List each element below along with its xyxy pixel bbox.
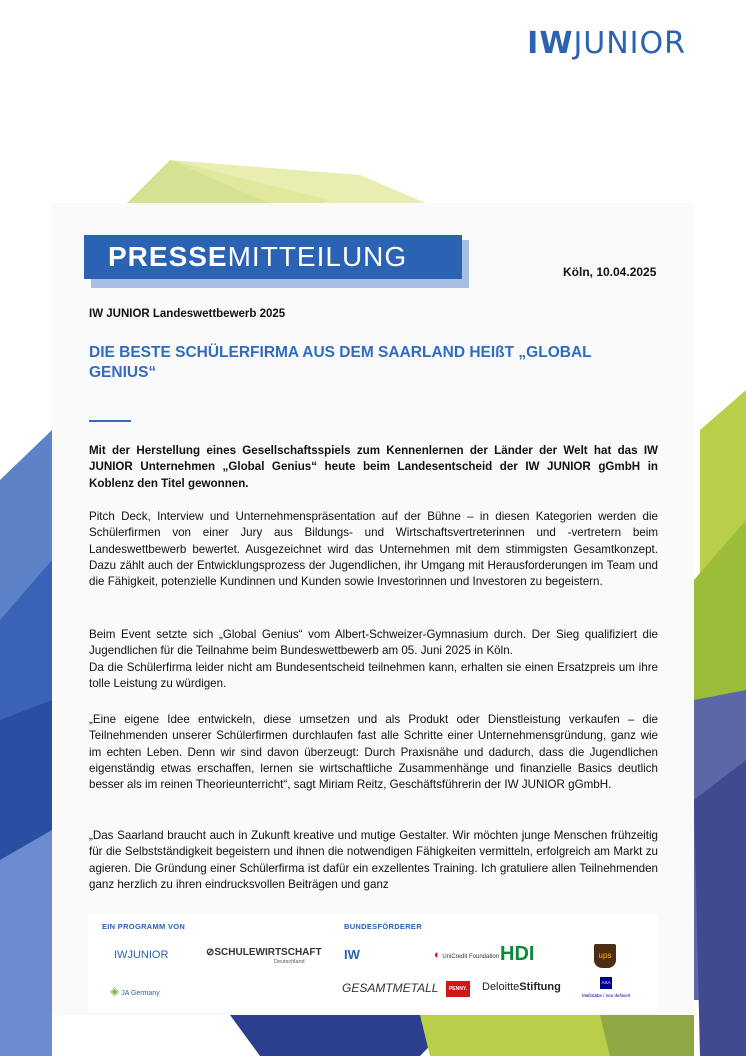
unicredit-foundation-logo: ◐ UniCredit Foundation	[434, 949, 500, 961]
deloitte-stiftung-logo: DeloitteStiftung	[482, 981, 561, 993]
sponsor-footer	[88, 914, 658, 1012]
penny-logo: PENNY.	[446, 981, 470, 997]
headline: DIE BESTE SCHÜLERFIRMA AUS DEM SAARLAND HEIßT „GLOBAL GENIUS“	[89, 344, 592, 381]
release-date: Köln, 10.04.2025	[563, 265, 657, 279]
ja-germany-logo: ◈ JA Germany	[110, 984, 160, 998]
paragraph-3: „Eine eigene Idee entwickeln, diese umsetzen und als Produkt oder Dienstleistung verkaufen – die Teilnehmenden unserer Schülerfirmen durchlaufen fast alle Schritte einer Unternehmensgründung, ganz wie im echten Leben. Denn wir sind davon überzeugt: Durch Praxisnähe und dadurch, dass die Jugendlichen eigenständig etwas erschaffen, lernen sie wirtschaftliche Zusammenhänge und finanzielle Basics deutlich besser als im reinen Theorieunterricht“, sagt Miriam Reitz, Geschäftsführerin der IW JUNIOR gGmbH.	[89, 713, 658, 792]
iwjunior-sponsor-logo: IWJUNIOR	[114, 949, 169, 961]
funders-heading: BUNDESFÖRDERER	[344, 922, 422, 931]
paragraph-4: „Das Saarland braucht auch in Zukunft kreative und mutige Gestalter. Wir möchten junge Menschen frühzeitig für die Selbstständigkeit begeistern und ihnen die notwendigen Fähigkeiten vermitteln, erfolgreich am Markt zu agieren. Die Gründung einer Schülerfirma ist dafür ein exzellentes Training. Ich gratuliere allen Teilnehmenden ganz herzlich zu ihren eindrucksvollen Beiträgen und ganz	[89, 829, 658, 891]
headline-rule	[89, 420, 131, 422]
content-panel	[52, 203, 694, 1015]
axa-tagline: Maßstäbe / neu definiert	[582, 993, 631, 998]
press-release-label: PRESSEMITTEILUNG	[84, 235, 462, 279]
ups-logo: ups	[594, 944, 616, 968]
hdi-logo: HDI	[500, 943, 535, 965]
axa-logo: AXA	[600, 977, 612, 989]
schulewirtschaft-logo: ⊘SCHULEWIRTSCHAFT	[206, 947, 322, 958]
schulewirtschaft-sub: Deutschland	[274, 959, 305, 965]
iw-junior-logo: IWJUNIOR	[527, 26, 686, 61]
lead-paragraph: Mit der Herstellung eines Gesellschaftsspiels zum Kennenlernen der Länder der Welt hat das IW JUNIOR Unternehmen „Global Genius“ heute beim Landesentscheid der IW JUNIOR gGmbH in Koblenz den Titel gewonnen.	[89, 444, 658, 490]
iw-institute-logo: IW	[344, 947, 360, 962]
paragraph-2: Beim Event setzte sich „Global Genius“ vom Albert-Schweizer-Gymnasium durch. Der Sieg qualifiziert die Jugendlichen für die Teilnahme beim Bundeswettbewerb am 05. Juni 2025 in Köln. Da die Schülerfirma leider nicht am Bundesentscheid teilnehmen kann, erhalten sie einen Ersatzpreis um ihre tolle Leistung zu würdigen.	[89, 628, 658, 690]
program-heading: EIN PROGRAMM VON	[102, 922, 186, 931]
gesamtmetall-logo: GESAMTMETALL	[342, 981, 439, 995]
paragraph-1: Pitch Deck, Interview und Unternehmenspräsentation auf der Bühne – in diesen Kategorien werden die Schülerfirmen von einer Jury aus Bildungs- und Wirtschaftsvertreterinnen und -vertretern beim Landeswettbewerb bewertet. Ausgezeichnet wird das Unternehmen mit dem stimmigsten Gesamtkonzept. Dazu zählt auch der Entwicklungsprozess der Jugendlichen, ihr Umgang mit Herausforderungen im Team und die Fähigkeit, potenzielle Kundinnen und Kunden sowie Investorinnen und Investoren zu begeistern.	[89, 510, 658, 589]
kicker: IW JUNIOR Landeswettbewerb 2025	[89, 308, 286, 320]
